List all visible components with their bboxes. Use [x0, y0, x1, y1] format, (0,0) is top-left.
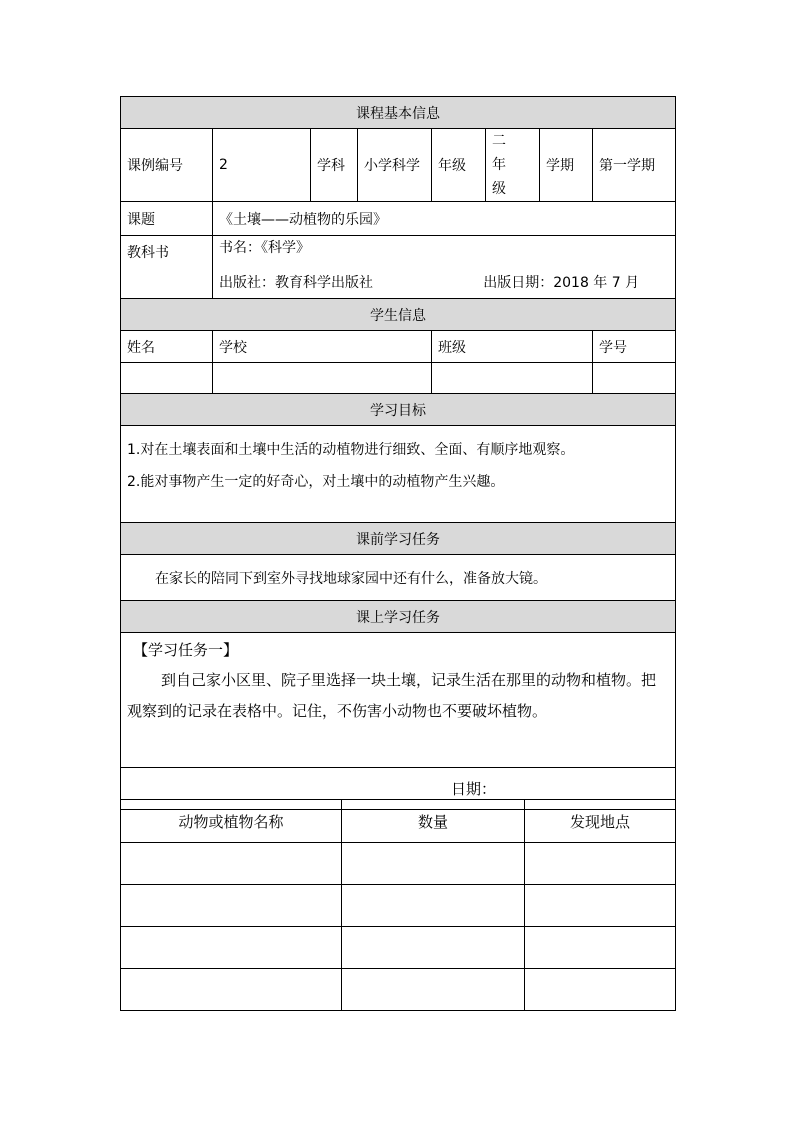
column-header-location: 发现地点 [525, 800, 676, 843]
task-one-title: 【学习任务一】 [133, 641, 239, 659]
grade-value [486, 129, 540, 202]
grade-value-line1: 二 年 [492, 133, 520, 173]
name-cell[interactable] [121, 843, 342, 885]
column-header-name: 动物或植物名称 [121, 800, 342, 843]
goal-item: 1.对在土壤表面和土壤中生活的动植物进行细致、全面、有顺序地观察。 [127, 442, 575, 458]
publish-date: 出版日期：2018 年 7 月 [483, 275, 640, 291]
student-id-label: 学号 [593, 331, 676, 363]
case-no-label: 课例编号 [121, 129, 213, 202]
count-cell[interactable] [342, 927, 525, 969]
topic-label: 课题 [121, 202, 213, 236]
subject-value: 小学科学 [358, 129, 432, 202]
goals-header: 学习目标 [121, 394, 676, 426]
in-class-header: 课上学习任务 [121, 601, 676, 633]
grade-label: 年级 [432, 129, 486, 202]
term-label: 学期 [540, 129, 593, 202]
course-info-header: 课程基本信息 [121, 97, 676, 129]
class-label: 班级 [432, 331, 593, 363]
textbook-label: 教科书 [121, 236, 213, 299]
topic-value: 《土壤——动植物的乐园》 [213, 202, 676, 236]
date-label: 日期： [121, 768, 676, 810]
table-row [121, 969, 676, 1011]
school-label: 学校 [213, 331, 432, 363]
publisher: 出版社：教育科学出版社 [219, 275, 373, 291]
goals-list [121, 426, 676, 523]
name-field[interactable] [121, 363, 213, 394]
name-cell[interactable] [121, 969, 342, 1011]
class-field[interactable] [432, 363, 593, 394]
location-cell[interactable] [525, 843, 676, 885]
location-cell[interactable] [525, 885, 676, 927]
table-row [121, 843, 676, 885]
term-value: 第一学期 [593, 129, 676, 202]
book-name: 书名：《科学》 [219, 240, 310, 256]
student-id-field[interactable] [593, 363, 676, 394]
observation-table [120, 799, 676, 1011]
name-label: 姓名 [121, 331, 213, 363]
pre-class-task: 在家长的陪同下到室外寻找地球家园中还有什么，准备放大镜。 [121, 555, 676, 601]
grade-value-line2: 级 [492, 181, 506, 197]
publisher-line [219, 267, 669, 297]
name-cell[interactable] [121, 885, 342, 927]
pre-class-header: 课前学习任务 [121, 523, 676, 555]
count-cell[interactable] [342, 843, 525, 885]
task-one [121, 633, 676, 768]
course-form-table [120, 96, 676, 810]
goal-item: 2.能对事物产生一定的好奇心，对土壤中的动植物产生兴趣。 [127, 474, 505, 490]
student-info-header: 学生信息 [121, 299, 676, 331]
school-field[interactable] [213, 363, 432, 394]
textbook-info [213, 236, 676, 299]
task-one-body: 到自己家小区里、院子里选择一块土壤，记录生活在那里的动物和植物。把观察到的记录在表格中。记住，不伤害小动物也不要破坏植物。 [127, 671, 657, 720]
table-row [121, 927, 676, 969]
table-row [121, 885, 676, 927]
count-cell[interactable] [342, 969, 525, 1011]
name-cell[interactable] [121, 927, 342, 969]
location-cell[interactable] [525, 969, 676, 1011]
case-no-value: 2 [213, 129, 311, 202]
column-header-count: 数量 [342, 800, 525, 843]
count-cell[interactable] [342, 885, 525, 927]
subject-label: 学科 [311, 129, 358, 202]
location-cell[interactable] [525, 927, 676, 969]
